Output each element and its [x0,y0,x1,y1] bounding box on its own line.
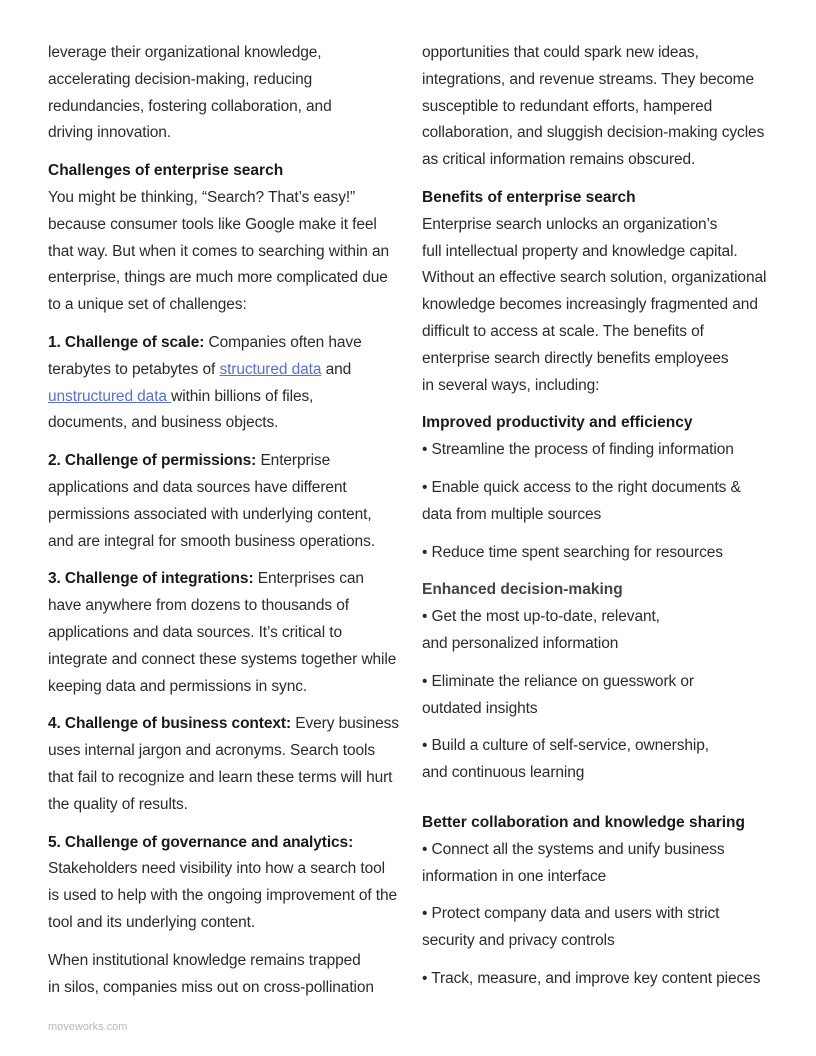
bullet-item [422,437,782,464]
collaboration-list [422,837,782,993]
bullet-line: • Streamline the process of finding information [422,441,734,459]
bullet-line: data from multiple sources [422,505,602,523]
bullet-item [422,837,782,891]
bullet-item [422,966,782,993]
text-line: enterprise search directly benefits employees [422,349,729,367]
challenge-permissions-title: 2. Challenge of permissions: [48,452,257,470]
challenge-business-context-title: 4. Challenge of business context: [48,715,292,733]
bullet-line: • Eliminate the reliance on guesswork or [422,672,694,690]
footer-url: moveworks.com [48,1021,128,1033]
text-line: You might be thinking, “Search? That’s easy!” [48,188,356,206]
text-line: collaboration, and sluggish decision-making cycles [422,124,765,142]
bullet-item [422,669,782,723]
benefits-heading: Benefits of enterprise search [422,188,636,206]
text-line: that way. But when it comes to searching within an [48,242,390,260]
bullet-line: • Protect company data and users with strict [422,905,720,923]
bullet-item [422,475,782,529]
challenge-integrations [48,566,400,700]
bullet-line: outdated insights [422,699,538,717]
bullet-line: • Enable quick access to the right documents & [422,478,741,496]
bullet-line: • Get the most up-to-date, relevant, [422,608,660,626]
text-line: in several ways, including: [422,376,600,394]
challenge-scale-text-e: documents, and business objects. [48,414,279,432]
decision-list [422,604,782,787]
text-line: driving innovation. [48,124,172,142]
challenges-heading: Challenges of enterprise search [48,162,284,180]
challenge-scale-text-c: and [321,360,352,378]
text-line: Enterprise search unlocks an organization’s [422,215,718,233]
challenge-permissions-text: Enterprise applications and data sources have different permissions associated with underlying content, and are integral for smooth business operations. [48,452,375,550]
bullet-item [422,901,782,955]
text-line: in silos, companies miss out on cross-pollination [48,978,374,996]
text-line: leverage their organizational knowledge, [48,44,322,61]
challenge-scale-text-b: terabytes to petabytes of [48,360,220,378]
bullet-line: and personalized information [422,634,619,652]
challenge-governance-title: 5. Challenge of governance and analytics: [48,833,354,851]
decision-heading: Enhanced decision-making [422,581,623,599]
text-line: opportunities that could spark new ideas, [422,44,699,61]
text-line: knowledge becomes increasingly fragmented and [422,296,758,314]
text-line: redundancies, fostering collaboration, and [48,97,332,115]
structured-data-link[interactable]: structured data [219,360,322,378]
text-line: enterprise, things are much more complicated due [48,269,388,287]
bullet-line: • Track, measure, and improve key content pieces [422,969,761,987]
challenge-governance [48,830,400,937]
challenge-business-context [48,711,400,818]
challenge-scale-title: 1. Challenge of scale: [48,333,205,351]
continuation-paragraph [422,40,782,174]
text-line: When institutional knowledge remains trapped [48,951,361,969]
bullet-line: • Reduce time spent searching for resources [422,543,723,561]
challenge-scale-text-d: within billions of files, [171,387,314,405]
text-line: integrations, and revenue streams. They become [422,70,754,88]
text-line: accelerating decision-making, reducing [48,70,313,88]
text-line: full intellectual property and knowledge capital. [422,242,738,260]
bullet-line: • Build a culture of self-service, ownership, [422,737,709,755]
challenge-business-context-text: Every business uses internal jargon and acronyms. Search tools that fail to recognize and learn these terms will hurt the quality of results. [48,715,399,813]
bullet-line: • Connect all the systems and unify business [422,840,725,858]
challenge-scale [48,330,400,437]
bullet-item [422,733,782,787]
challenge-integrations-text: Enterprises can have anywhere from dozens to thousands of applications and data sources. It’s critical to integrate and connect these systems together while keeping data and permissions in sync. [48,570,397,695]
bullet-item [422,540,782,567]
text-line: difficult to access at scale. The benefits of [422,322,704,340]
challenge-permissions [48,448,400,555]
bullet-item [422,604,782,658]
text-line: because consumer tools like Google make it feel [48,215,377,233]
text-line: to a unique set of challenges: [48,296,247,314]
bullet-line: security and privacy controls [422,932,615,950]
collaboration-heading: Better collaboration and knowledge sharing [422,813,745,831]
productivity-heading: Improved productivity and efficiency [422,414,693,432]
bullet-line: and continuous learning [422,764,585,782]
productivity-list [422,437,782,566]
text-line: as critical information remains obscured. [422,151,696,169]
right-column [422,40,782,993]
challenge-governance-text: Stakeholders need visibility into how a search tool is used to help with the ongoing improvement of the tool and its underlying content. [48,860,398,931]
left-column [48,40,400,1001]
challenge-scale-text-a: Companies often have [204,333,362,351]
unstructured-data-link[interactable]: unstructured data [48,387,172,405]
bullet-line: information in one interface [422,867,607,885]
intro-paragraph [48,40,400,147]
benefits-paragraph [422,212,782,400]
challenges-intro [48,185,400,319]
challenge-integrations-title: 3. Challenge of integrations: [48,570,254,588]
closing-paragraph [48,948,400,1002]
text-line: susceptible to redundant efforts, hampered [422,97,713,115]
text-line: Without an effective search solution, organizational [422,269,767,287]
